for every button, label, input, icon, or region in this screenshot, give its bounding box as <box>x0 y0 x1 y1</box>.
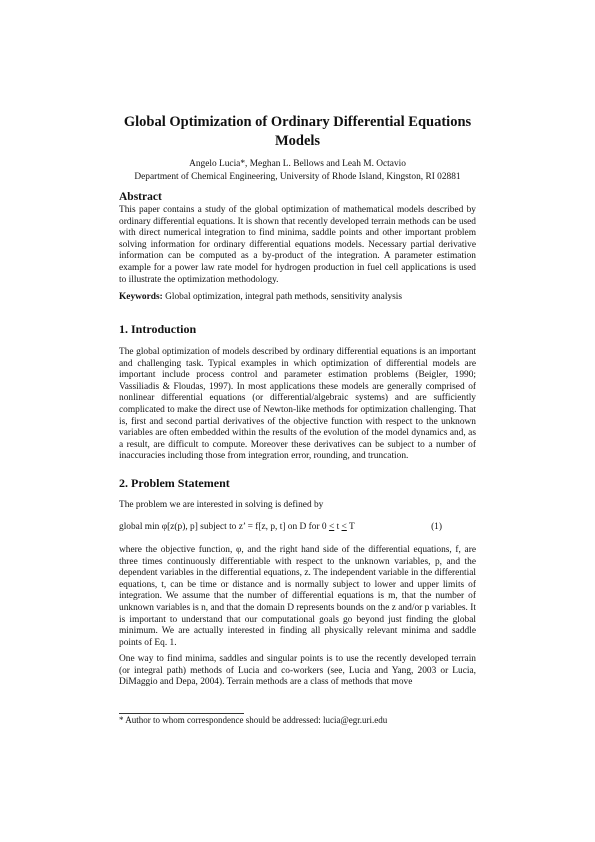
author-affiliation: Department of Chemical Engineering, University of Rhode Island, Kingston, RI 02881 <box>134 171 461 182</box>
problem-intro-paragraph: The problem we are interested in solving is defined by <box>119 500 324 510</box>
section-heading-problem-statement: 2. Problem Statement <box>119 476 230 490</box>
paper-title: Global Optimization of Ordinary Differential Equations Models <box>123 114 472 149</box>
terrain-methods-paragraph: One way to find minima, saddles and singular points is to use the recently developed terrain (or integral path) methods of Lucia and co-workers (see, Lucia and Yang, 2003 or Lucia, DiMaggio and Depa, 2004). Terrain methods are a class of methods that move <box>119 654 476 688</box>
section-heading-introduction: 1. Introduction <box>119 322 197 336</box>
keywords-line <box>119 292 476 304</box>
abstract-heading: Abstract <box>119 191 162 203</box>
equation-number: (1) <box>431 522 442 532</box>
equation-suffix: T <box>346 522 355 532</box>
author-block <box>90 158 505 183</box>
equation-mid: t <box>334 522 342 532</box>
author-names: Angelo Lucia*, Meghan L. Bellows and Leah M. Octavio <box>189 159 406 169</box>
keywords-label: Keywords: <box>119 292 163 302</box>
problem-definition-paragraph: where the objective function, φ, and the right hand side of the differential equations, f, are three times continuously differentiable with respect to the unknown variables, p, and the dependent variables in the differential equations, z. The independent variable in the differential equations, t, can be time or distance and is normally subject to lower and upper limits of integration. We assume that the number of differential equations is m, that the number of unknown variables is n, and that the domain D represents bounds on the z and/or p variables. It is important to understand that our computational goals go beyond just finding the global minimum. We are actually interested in finding all physically relevant minima and saddle points of Eq. 1. <box>119 545 476 648</box>
abstract-text: This paper contains a study of the global optimization of mathematical models described by ordinary differential equations. It is shown that recently developed terrain methods can be used with direct numerical integration to find minima, saddle points and other important problem solving information for ordinary differential equations models. Necessary partial derivative information can be computed as a by-product of the integration. A parameter estimation example for a power law rate model for hydrogen production in fuel cell applications is used to illustrate the optimization methodology. <box>119 205 476 285</box>
introduction-paragraph: The global optimization of models described by ordinary differential equations is an important and challenging task. Typical examples in which optimization of differential models are important include process control and parameter estimation problems (Beigler, 1990; Vassiliadis & Floudas, 1997). In most applications these models are generally comprised of nonlinear differential equations (or differential/algebraic systems) and are sufficiently complicated to make the direct use of Newton-like methods for optimization challenging. That is, first and second partial derivatives of the objective function with respect to the unknown variables are often embedded within the results of the evolution of the model dynamics and, as a result, are difficult to compute. Moreover these derivatives can be subject to a number of inaccuracies including those from integration error, rounding, and truncation. <box>119 347 476 462</box>
footnote-text: * Author to whom correspondence should be addressed: lucia@egr.uri.edu <box>119 715 388 725</box>
equation-1 <box>119 522 476 534</box>
le-symbol: < <box>328 522 335 532</box>
equation-prefix: global min φ[z(p), p] subject to z’ = f[z, p, t] on D for 0 <box>119 522 329 532</box>
keywords-text: Global optimization, integral path methods, sensitivity analysis <box>162 292 403 302</box>
footnote-rule <box>119 713 244 714</box>
le-symbol: < <box>341 522 347 532</box>
